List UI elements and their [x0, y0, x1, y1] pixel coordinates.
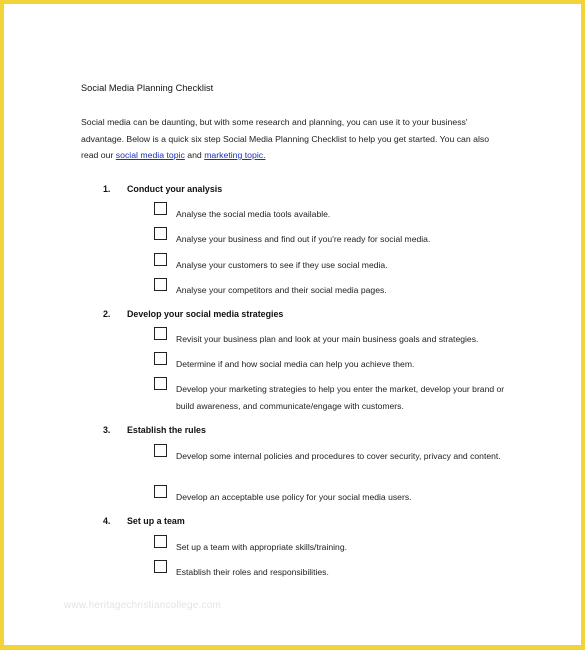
section-number: 1.: [103, 184, 111, 194]
item-text: Revisit your business plan and look at your main business goals and strategies.: [176, 334, 479, 344]
checkbox[interactable]: [154, 227, 167, 240]
item-text: Analyse your business and find out if you're ready for social media.: [176, 234, 431, 244]
checkbox[interactable]: [154, 444, 167, 457]
checkbox[interactable]: [154, 327, 167, 340]
intro-text: Social media can be daunting, but with some research and planning, you can use it to your business' advantage. Below is a quick six step Social Media Planning Checklist to help you get started. You can also read our: [81, 117, 490, 160]
item-text: Set up a team with appropriate skills/training.: [176, 542, 348, 552]
item-text: Develop an acceptable use policy for your social media users.: [176, 492, 412, 502]
section-title: Establish the rules: [127, 425, 206, 435]
checkbox[interactable]: [154, 535, 167, 548]
section-number: 2.: [103, 309, 111, 319]
document-title: Social Media Planning Checklist: [81, 83, 214, 93]
checkbox[interactable]: [154, 278, 167, 291]
intro-and: and: [187, 150, 202, 160]
item-text: Establish their roles and responsibilities.: [176, 567, 329, 577]
section-title: Conduct your analysis: [127, 184, 223, 194]
section-title: Set up a team: [127, 516, 185, 526]
section-number: 4.: [103, 516, 111, 526]
watermark: www.heritagechristiancollege.com: [64, 600, 222, 611]
checkbox[interactable]: [154, 352, 167, 365]
checkbox[interactable]: [154, 253, 167, 266]
item-text: Determine if and how social media can help you achieve them.: [176, 359, 415, 369]
item-text: Develop your marketing strategies to help you enter the market, develop your brand or build awareness, and communicate/engage with customers.: [176, 384, 505, 411]
checkbox[interactable]: [154, 377, 167, 390]
checkbox[interactable]: [154, 560, 167, 573]
checkbox[interactable]: [154, 485, 167, 498]
intro-paragraph: [81, 114, 506, 164]
item-text: Analyse the social media tools available.: [176, 209, 331, 219]
social-media-topic-link[interactable]: social media topic: [115, 150, 185, 160]
item-text: Analyse your competitors and their social media pages.: [176, 285, 387, 295]
item-text: Develop some internal policies and procedures to cover security, privacy and content.: [176, 451, 501, 461]
section-title: Develop your social media strategies: [127, 309, 284, 319]
section-number: 3.: [103, 425, 111, 435]
document-page: [4, 4, 581, 645]
checkbox[interactable]: [154, 202, 167, 215]
marketing-topic-link[interactable]: marketing topic.: [204, 150, 266, 160]
item-text: Analyse your customers to see if they use social media.: [176, 260, 388, 270]
